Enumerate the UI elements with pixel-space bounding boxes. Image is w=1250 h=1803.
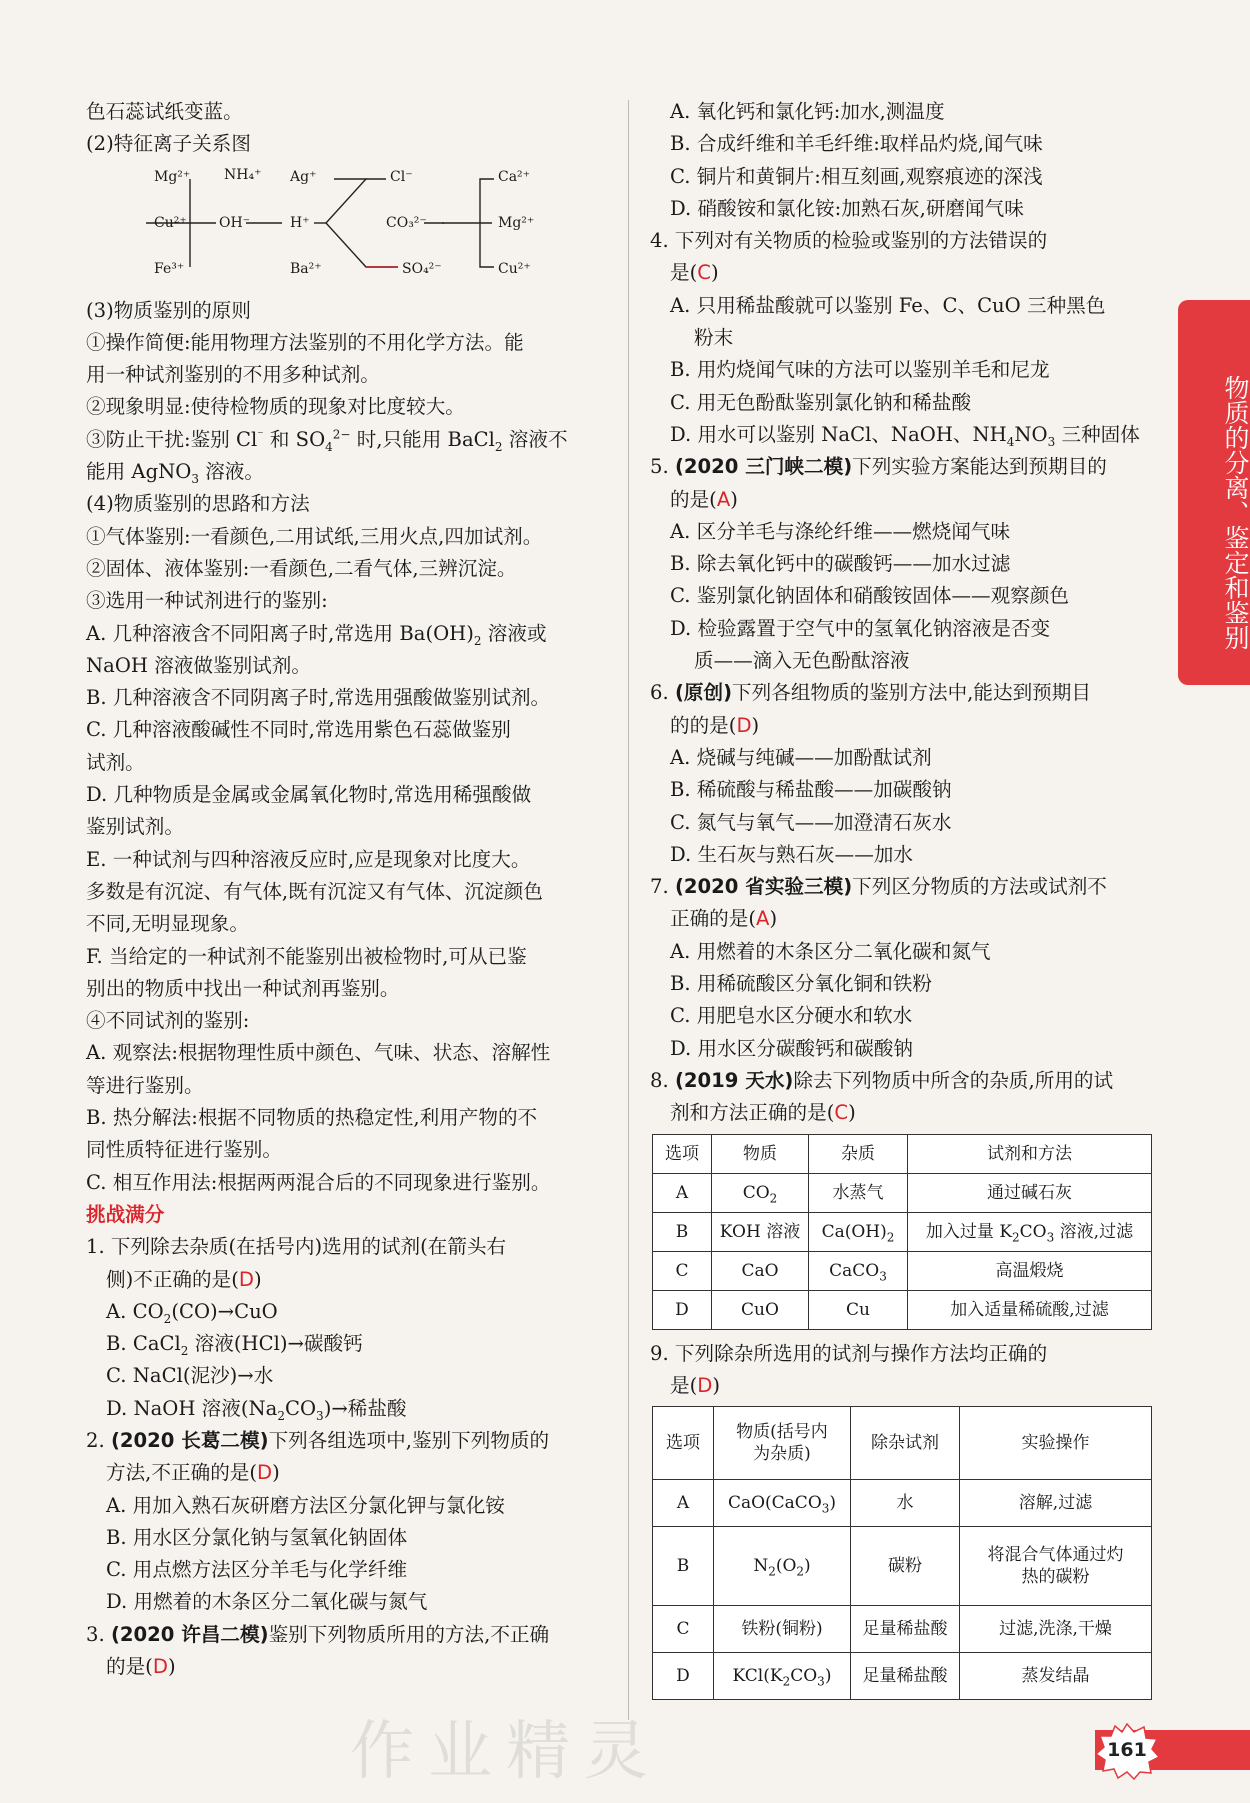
table-row [653, 1173, 1152, 1212]
table-cell: $N_2(O_2)$ [714, 1527, 851, 1606]
option-a: A. 氧化钙和氯化钙:加水,测温度 [670, 100, 945, 123]
question-7-cont: 正确的是(A) [670, 907, 778, 931]
text-line: 别出的物质中找出一种试剂再鉴别。 [86, 976, 400, 1000]
table-row [653, 1251, 1152, 1290]
ion-ca: Ca²⁺ [498, 168, 531, 185]
text-line: 试剂。 [86, 750, 145, 774]
table-cell: B [653, 1527, 714, 1606]
question-9-cont: 是(D) [670, 1373, 720, 1397]
ion-mg2: Mg²⁺ [498, 214, 535, 231]
ion-fe: Fe³⁺ [154, 260, 185, 277]
section-title: (2)特征离子关系图 [86, 132, 251, 156]
text-line: 鉴别试剂。 [86, 815, 184, 839]
table-cell: 过滤,洗涤,干燥 [960, 1606, 1152, 1653]
answer-7: A [756, 907, 770, 931]
question-2-cont: 方法,不正确的是(D) [106, 1461, 280, 1485]
table-cell: Cu [809, 1290, 908, 1329]
option-c: C. NaCl(泥沙)→水 [106, 1364, 274, 1388]
table-header-row [653, 1134, 1152, 1173]
table-header: 试剂和方法 [908, 1134, 1152, 1173]
ion-mg: Mg²⁺ [154, 168, 191, 185]
table-header: 实验操作 [960, 1407, 1152, 1480]
table-header: 除杂试剂 [851, 1407, 960, 1480]
question-source-tag: (2020 省实验三模) [674, 875, 853, 899]
ion-nh4: NH₄⁺ [224, 166, 262, 183]
page-number: 161 [1107, 1739, 1147, 1761]
watermark: 作业精灵 [350, 1715, 662, 1789]
table-row [653, 1212, 1152, 1251]
section-title: (3)物质鉴别的原则 [86, 298, 251, 322]
option-b: B. 用水区分氯化钠与氢氧化钠固体 [106, 1525, 408, 1549]
option-d: D. 用燃着的木条区分二氧化碳与氮气 [106, 1590, 428, 1614]
question-6: 6. (原创)下列各组物质的鉴别方法中,能达到预期目 [650, 681, 1091, 705]
text-line: ②现象明显:使待检物质的现象对比度较大。 [86, 395, 465, 419]
ion-h: H⁺ [290, 214, 310, 231]
page-number-badge [1094, 1722, 1160, 1780]
ion-cl: Cl⁻ [390, 168, 413, 185]
answer-2: D [257, 1461, 273, 1485]
table-cell: 碳粉 [851, 1527, 960, 1606]
text-line: F. 当给定的一种试剂不能鉴别出被检物时,可从已鉴 [86, 944, 527, 968]
text-line: ①气体鉴别:一看颜色,二用试纸,三用火点,四加试剂。 [86, 524, 543, 548]
option-d: D. 检验露置于空气中的氢氧化钠溶液是否变 [670, 616, 1051, 640]
table-cell: C [653, 1251, 712, 1290]
option-c: C. 用点燃方法区分羊毛与化学纤维 [106, 1558, 408, 1582]
table-cell: C [653, 1606, 714, 1653]
right-column [650, 96, 1154, 1700]
left-column [86, 96, 616, 1683]
text-line: 等进行鉴别。 [86, 1073, 204, 1097]
option-b: B. 合成纤维和羊毛纤维:取样品灼烧,闻气味 [670, 132, 1043, 156]
answer-9: D [697, 1373, 713, 1397]
text-line: ③选用一种试剂进行的鉴别: [86, 589, 328, 613]
table-header: 选项 [653, 1134, 712, 1173]
table-cell: D [653, 1290, 712, 1329]
ion-ba: Ba²⁺ [290, 260, 322, 277]
option-c: C. 氮气与氧气——加澄清石灰水 [670, 810, 952, 834]
text-line: ④不同试剂的鉴别: [86, 1009, 250, 1033]
question-source-tag: (2019 天水) [674, 1068, 794, 1092]
table-cell: 通过碱石灰 [908, 1173, 1152, 1212]
table-cell: 足量稀盐酸 [851, 1653, 960, 1700]
table-cell: $Ca(OH)_2$ [809, 1212, 908, 1251]
text-line: C. 相互作用法:根据两两混合后的不同现象进行鉴别。 [86, 1170, 551, 1194]
question-4: 4. 下列对有关物质的检验或鉴别的方法错误的 [650, 229, 1048, 253]
text-line: A. 几种溶液含不同阳离子时,常选用 $Ba(OH)_2$ 溶液或 [86, 621, 547, 648]
table-row [653, 1606, 1152, 1653]
table-header: 选项 [653, 1407, 714, 1480]
table-row [653, 1527, 1152, 1606]
question-1: 1. 下列除去杂质(在括号内)选用的试剂(在箭头右 [86, 1235, 507, 1259]
table-q8 [652, 1134, 1152, 1330]
ion-oh: OH⁻ [219, 214, 251, 231]
text-line: ①操作简便:能用物理方法鉴别的不用化学方法。能 [86, 330, 524, 354]
table-row [653, 1290, 1152, 1329]
text-line: 同性质特征进行鉴别。 [86, 1138, 282, 1162]
question-6-cont: 的的是(D) [670, 713, 760, 737]
answer-6: D [736, 713, 752, 737]
ion-relation-diagram [86, 163, 566, 293]
answer-4: C [697, 261, 711, 285]
table-cell: CaCO$_3$ [809, 1251, 908, 1290]
option-b: B. 用灼烧闻气味的方法可以鉴别羊毛和尼龙 [670, 358, 1050, 382]
question-7: 7. (2020 省实验三模)下列区分物质的方法或试剂不 [650, 875, 1107, 899]
option-a-cont: 粉末 [694, 326, 734, 350]
table-cell: A [653, 1480, 714, 1527]
question-3-cont: 的是(D) [106, 1655, 176, 1679]
table-header: 物质 [712, 1134, 809, 1173]
text-line: 多数是有沉淀、有气体,既有沉淀又有气体、沉淀颜色 [86, 879, 543, 903]
text-line: 色石蕊试纸变蓝。 [86, 100, 243, 123]
table-cell: $CO_2$ [712, 1173, 809, 1212]
table-cell: 足量稀盐酸 [851, 1606, 960, 1653]
table-header-row [653, 1407, 1152, 1480]
answer-5: A [716, 487, 731, 511]
option-c: C. 用肥皂水区分硬水和软水 [670, 1004, 913, 1028]
chapter-side-tab: 物质的分离、鉴定和鉴别 [1178, 300, 1250, 685]
option-a: A. $CO_2(CO)\to CuO$ [106, 1299, 278, 1326]
option-d: D. 用水可以鉴别 NaCl、NaOH、$NH_4NO_3$ 三种固体 [670, 422, 1140, 449]
table-cell: B [653, 1212, 712, 1251]
option-d-cont: 质——滴入无色酚酞溶液 [694, 649, 910, 673]
text-line: ②固体、液体鉴别:一看颜色,二看气体,三辨沉淀。 [86, 556, 517, 580]
table-cell: 水蒸气 [809, 1173, 908, 1212]
ion-so4: SO₄²⁻ [402, 260, 442, 277]
option-a: A. 区分羊毛与涤纶纤维——燃烧闻气味 [670, 519, 1011, 543]
column-divider [628, 100, 629, 1720]
text-line: B. 热分解法:根据不同物质的热稳定性,利用产物的不 [86, 1106, 538, 1130]
table-cell: D [653, 1653, 714, 1700]
option-d: D. 用水区分碳酸钙和碳酸钠 [670, 1036, 913, 1060]
text-line: D. 几种物质是金属或金属氧化物时,常选用稀强酸做 [86, 783, 532, 807]
option-a: A. 用加入熟石灰研磨方法区分氯化钾与氯化铵 [106, 1493, 505, 1517]
challenge-heading: 挑战满分 [86, 1202, 165, 1226]
question-8: 8. (2019 天水)除去下列物质中所含的杂质,所用的试 [650, 1068, 1114, 1092]
question-5: 5. (2020 三门峡二模)下列实验方案能达到预期目的 [650, 455, 1107, 479]
table-header: 物质(括号内 为杂质) [714, 1407, 851, 1480]
question-9: 9. 下列除杂所选用的试剂与操作方法均正确的 [650, 1341, 1048, 1365]
ion-cu2: Cu²⁺ [498, 260, 531, 277]
answer-8: C [834, 1101, 849, 1125]
ion-ag: Ag⁺ [290, 168, 317, 185]
option-d: D. 硝酸铵和氯化铵:加熟石灰,研磨闻气味 [670, 196, 1024, 220]
option-a: A. 只用稀盐酸就可以鉴别 Fe、C、CuO 三种黑色 [670, 293, 1106, 317]
question-source-tag: (2020 三门峡二模) [674, 455, 853, 479]
question-source-tag: (2020 长葛二模) [110, 1428, 269, 1452]
ion-co3: CO₃²⁻ [386, 214, 427, 231]
table-cell: KOH 溶液 [712, 1212, 809, 1251]
table-cell: 加入过量 $K_2CO_3$ 溶液,过滤 [908, 1212, 1152, 1251]
table-q9 [652, 1406, 1152, 1700]
question-5-cont: 的是(A) [670, 487, 738, 511]
question-source-tag: (2020 许昌二模) [110, 1622, 269, 1646]
option-a: A. 烧碱与纯碱——加酚酞试剂 [670, 745, 932, 769]
option-a: A. 用燃着的木条区分二氧化碳和氮气 [670, 939, 991, 963]
table-header: 杂质 [809, 1134, 908, 1173]
table-cell: CuO [712, 1290, 809, 1329]
question-8-cont: 剂和方法正确的是(C) [670, 1101, 856, 1125]
text-line: ③防止干扰:鉴别 Cl⁻ 和 $SO_4^{2-}$ 时,只能用 BaCl$_2$ 溶液不 [86, 427, 568, 454]
table-cell: CaO [712, 1251, 809, 1290]
text-line: A. 观察法:根据物理性质中颜色、气味、状态、溶解性 [86, 1041, 551, 1065]
table-row [653, 1480, 1152, 1527]
text-line: 不同,无明显现象。 [86, 912, 249, 936]
text-line: 用一种试剂鉴别的不用多种试剂。 [86, 363, 380, 387]
option-b: B. 稀硫酸与稀盐酸——加碳酸钠 [670, 778, 952, 802]
question-4-cont: 是(C) [670, 261, 719, 285]
option-d: D. NaOH 溶液$(Na_2CO_3)\to$稀盐酸 [106, 1396, 407, 1423]
table-cell: 水 [851, 1480, 960, 1527]
ion-cu: Cu²⁺ [154, 214, 187, 231]
section-title: (4)物质鉴别的思路和方法 [86, 492, 310, 516]
option-b: B. 用稀硫酸区分氧化铜和铁粉 [670, 972, 932, 996]
answer-1: D [238, 1267, 254, 1291]
text-line: B. 几种溶液含不同阴离子时,常选用强酸做鉴别试剂。 [86, 686, 551, 710]
table-row [653, 1653, 1152, 1700]
option-b: B. CaCl$_2$ 溶液(HCl)→碳酸钙 [106, 1332, 363, 1358]
question-3: 3. (2020 许昌二模)鉴别下列物质所用的方法,不正确 [86, 1622, 550, 1646]
option-c: C. 鉴别氯化钠固体和硝酸铵固体——观察颜色 [670, 584, 1070, 608]
table-cell: 高温煅烧 [908, 1251, 1152, 1290]
answer-3: D [152, 1655, 168, 1679]
option-d: D. 生石灰与熟石灰——加水 [670, 842, 913, 866]
table-cell: 溶解,过滤 [960, 1480, 1152, 1527]
table-cell: 加入适量稀硫酸,过滤 [908, 1290, 1152, 1329]
question-2: 2. (2020 长葛二模)下列各组选项中,鉴别下列物质的 [86, 1428, 550, 1452]
table-cell: 蒸发结晶 [960, 1653, 1152, 1700]
table-cell: 铁粉(铜粉) [714, 1606, 851, 1653]
table-cell: CaO(CaCO$_3$) [714, 1480, 851, 1527]
option-b: B. 除去氧化钙中的碳酸钙——加水过滤 [670, 552, 1011, 576]
text-line: 能用 AgNO$_3$ 溶液。 [86, 460, 264, 486]
option-c: C. 铜片和黄铜片:相互刻画,观察痕迹的深浅 [670, 164, 1043, 188]
text-line: E. 一种试剂与四种溶液反应时,应是现象对比度大。 [86, 847, 531, 871]
question-1-cont: 侧)不正确的是(D) [106, 1267, 262, 1291]
table-cell: A [653, 1173, 712, 1212]
table-cell: 将混合气体通过灼 热的碳粉 [960, 1527, 1152, 1606]
text-line: C. 几种溶液酸碱性不同时,常选用紫色石蕊做鉴别 [86, 718, 511, 742]
question-source-tag: (原创) [674, 681, 733, 705]
option-c: C. 用无色酚酞鉴别氯化钠和稀盐酸 [670, 390, 972, 414]
table-cell: $KCl(K_2CO_3)$ [714, 1653, 851, 1700]
text-line: NaOH 溶液做鉴别试剂。 [86, 653, 311, 677]
